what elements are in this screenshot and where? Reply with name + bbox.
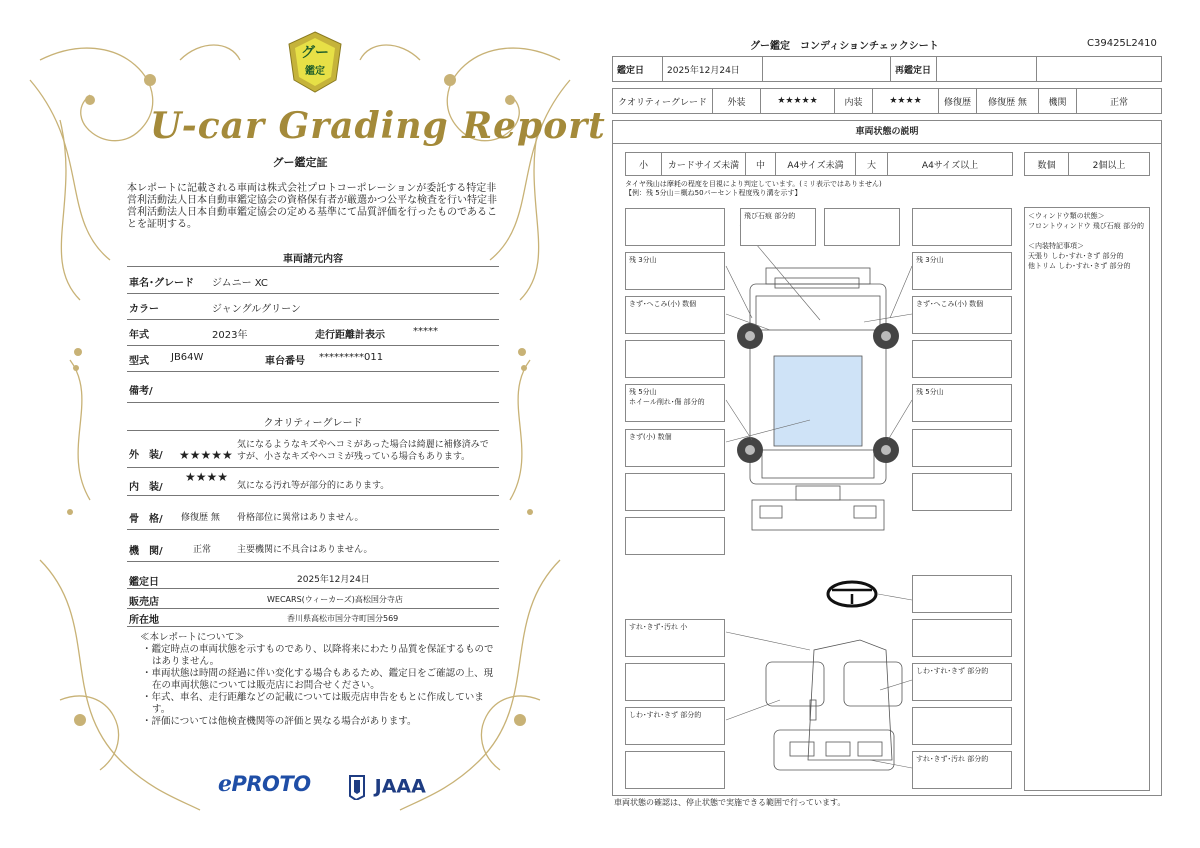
engine-label: 機関 (1039, 89, 1077, 114)
reinspect-label: 再鑑定日 (891, 57, 937, 82)
chassis-value: *********011 (319, 352, 384, 363)
mid-label: 中 (746, 153, 776, 176)
int-label: 内装 (835, 89, 873, 114)
note-item: ・鑑定時点の車両状態を示すものであり、以降将来にわたり品質を保証するものではありません。 (142, 644, 494, 667)
info-row-date (127, 569, 499, 589)
callout-box (912, 429, 1012, 467)
small-desc: カードサイズ未満 (662, 153, 746, 176)
model-label: 型式 (129, 356, 149, 367)
large-label: 大 (856, 153, 888, 176)
interior-stars: ★★★★ (185, 470, 229, 484)
year-value: 2023年 (212, 330, 248, 341)
date-value: 2025年12月24日 (297, 575, 370, 585)
callout-box (625, 751, 725, 789)
proto-logo-text: PROTO (231, 772, 311, 796)
badge-subtext: 鑑定 (305, 66, 325, 77)
address-value: 香川県高松市国分寺町国分569 (287, 614, 399, 623)
info-row-address (127, 609, 499, 627)
goo-appraisal-badge (286, 30, 344, 94)
jaaa-logo (348, 774, 426, 800)
model-value: JB64W (171, 352, 204, 363)
engine-desc: 主要機関に不具合はありません。 (237, 545, 373, 555)
engine-label: 機 関/ (129, 546, 163, 557)
grade-row-interior (127, 470, 499, 496)
repair-label: 修復歴 (939, 89, 977, 114)
window-interior-notes: ＜ウィンドウ類の状態＞ フロントウィンドウ 飛び石痕 部分的 ＜内装特記事項＞ 天張り しわ･すれ･きず 部分的 他トリム しわ･すれ･きず 部分的 (1024, 207, 1150, 791)
color-value: ジャングルグリーン (212, 304, 301, 315)
callout-box-interior-4: すれ･きず･汚れ 部分的 (912, 751, 1012, 789)
callout-box (912, 619, 1012, 657)
callout-box (912, 340, 1012, 378)
engine-value: 正常 (1077, 89, 1162, 114)
exterior-label: 外 装/ (129, 450, 163, 461)
jaaa-mark-icon (348, 774, 368, 800)
interior-label: 内 装/ (129, 482, 163, 493)
frame-desc: 骨格部位に異常はありません。 (237, 513, 364, 523)
jaaa-logo-text: JAAA (374, 775, 426, 798)
divider (127, 266, 499, 267)
callout-box (625, 473, 725, 511)
callout-box-rear-left-tire: 残 5分山 ホイール削れ･傷 部分的 (625, 384, 725, 422)
divider (127, 402, 499, 403)
exterior-stars: ★★★★★ (179, 448, 233, 462)
tire-note-1: タイヤ残山は摩耗の程度を目視により判定しています。(ミリ表示ではありません) (625, 180, 882, 188)
small-label: 小 (626, 153, 662, 176)
grade-label: クオリティーグレード (613, 89, 713, 114)
date-value: 2025年12月24日 (663, 57, 763, 82)
repair-value: 修復歴 無 (977, 89, 1039, 114)
spec-row-color (127, 300, 499, 320)
note-item: ・年式、車名、走行距離などの記載については販売店申告をもとに作成しています。 (142, 692, 484, 715)
callout-box (625, 340, 725, 378)
note-item: ・車両状態は時間の経過に伴い変化する場合もあるため、鑑定日をご確認の上、現在の車両状態については販売店にお問合せください。 (142, 668, 494, 691)
year-label: 年式 (129, 330, 149, 341)
tire-note-2: 【例：残 5分山＝概ね50パーセント程度残り溝を示す】 (625, 189, 802, 197)
callout-box-left-scratch: きず(小) 数個 (625, 429, 725, 467)
callout-box-front-left-tire: 残 3分山 (625, 252, 725, 290)
date-label: 鑑定日 (613, 57, 663, 82)
callout-box-right-dent: きず･へこみ(小) 数個 (912, 296, 1012, 334)
int-stars: ★★★★ (873, 89, 939, 114)
callout-box-front-right-tire: 残 3分山 (912, 252, 1012, 290)
grade-row-frame (127, 502, 499, 530)
callout-box-interior-2: しわ･すれ･きず 部分的 (912, 663, 1012, 701)
color-label: カラー (129, 304, 159, 315)
report-notes (140, 632, 500, 728)
spec-row-year (127, 326, 499, 346)
count-label: 数個 (1025, 153, 1069, 176)
sheet-footer: 車両状態の確認は、停止状態で実施できる範囲で行っています。 (614, 798, 846, 807)
proto-logo: ℯPROTO (218, 772, 311, 797)
info-row-shop (127, 589, 499, 609)
mid-desc: A4サイズ未満 (776, 153, 856, 176)
spec-heading: 車両諸元内容 (283, 254, 343, 265)
callout-box (912, 575, 1012, 613)
callout-box (625, 208, 725, 246)
note-item: ・評価については他検査機関等の評価と異なる場合があります。 (142, 716, 417, 727)
grade-row-engine (127, 534, 499, 562)
badge-text: グー (301, 45, 329, 61)
grade-row-exterior (127, 438, 499, 468)
sheet-code: C39425L2410 (1087, 38, 1157, 49)
callout-box (912, 208, 1012, 246)
mileage-label: 走行距離計表示 (315, 330, 385, 341)
certificate-heading: グー鑑定証 (272, 156, 328, 169)
mileage-value: ***** (413, 326, 438, 337)
spec-row-name (127, 274, 499, 294)
name-value: ジムニー XC (212, 278, 268, 289)
chassis-label: 車台番号 (265, 356, 305, 367)
callout-box (912, 707, 1012, 745)
notes-heading: ≪本レポートについて≫ (140, 632, 245, 643)
callout-box (824, 208, 900, 246)
large-desc: A4サイズ以上 (888, 153, 1013, 176)
ext-stars: ★★★★★ (761, 89, 835, 114)
quality-heading: クオリティーグレード (263, 418, 363, 429)
divider (127, 430, 499, 431)
engine-value: 正常 (193, 545, 212, 555)
shop-label: 販売店 (129, 597, 159, 608)
callout-box-windshield-chip: 飛び石痕 部分的 (740, 208, 816, 246)
remarks-label: 備考/ (129, 386, 153, 397)
callout-box (625, 517, 725, 555)
intro-text: 本レポートに記載される車両は株式会社プロトコーポレーションが委託する特定非営利活動法人日本自動車鑑定協会の資格保有者が厳選かつ公平な検査を行い特定非営利活動法人日本自動車鑑定協会の定める基準にて品質評価を行ったものであることを証明する。 (127, 183, 497, 230)
address-label: 所在地 (129, 615, 159, 626)
spec-row-model (127, 352, 499, 372)
exterior-desc: 気になるようなキズやヘコミがあった場合は綺麗に補修済みですが、小さなキズやヘコミが残っている場合もあります。 (237, 440, 489, 462)
name-label: 車名･グレード (129, 278, 194, 289)
shop-value: WECARS(ウィーカーズ)高松国分寺店 (267, 595, 403, 604)
interior-desc: 気になる汚れ等が部分的にあります。 (237, 481, 390, 491)
spec-row-remarks (127, 378, 499, 400)
condition-heading: 車両状態の説明 (612, 120, 1162, 144)
callout-box-interior-1: すれ･きず･汚れ 小 (625, 619, 725, 657)
callout-box-left-dent: きず･へこみ(小) 数個 (625, 296, 725, 334)
callout-box-rear-right-tire: 残 5分山 (912, 384, 1012, 422)
report-title: U-car Grading Report (150, 105, 606, 147)
count-desc: 2個以上 (1069, 153, 1150, 176)
ext-label: 外装 (713, 89, 761, 114)
condition-check-sheet (600, 0, 1200, 848)
callout-box-interior-3: しわ･すれ･きず 部分的 (625, 707, 725, 745)
frame-label: 骨 格/ (129, 514, 163, 525)
callout-box (912, 473, 1012, 511)
frame-value: 修復歴 無 (181, 513, 220, 523)
callout-box (625, 663, 725, 701)
date-label: 鑑定日 (129, 577, 159, 588)
sheet-title: グー鑑定 コンディションチェックシート (750, 41, 939, 52)
